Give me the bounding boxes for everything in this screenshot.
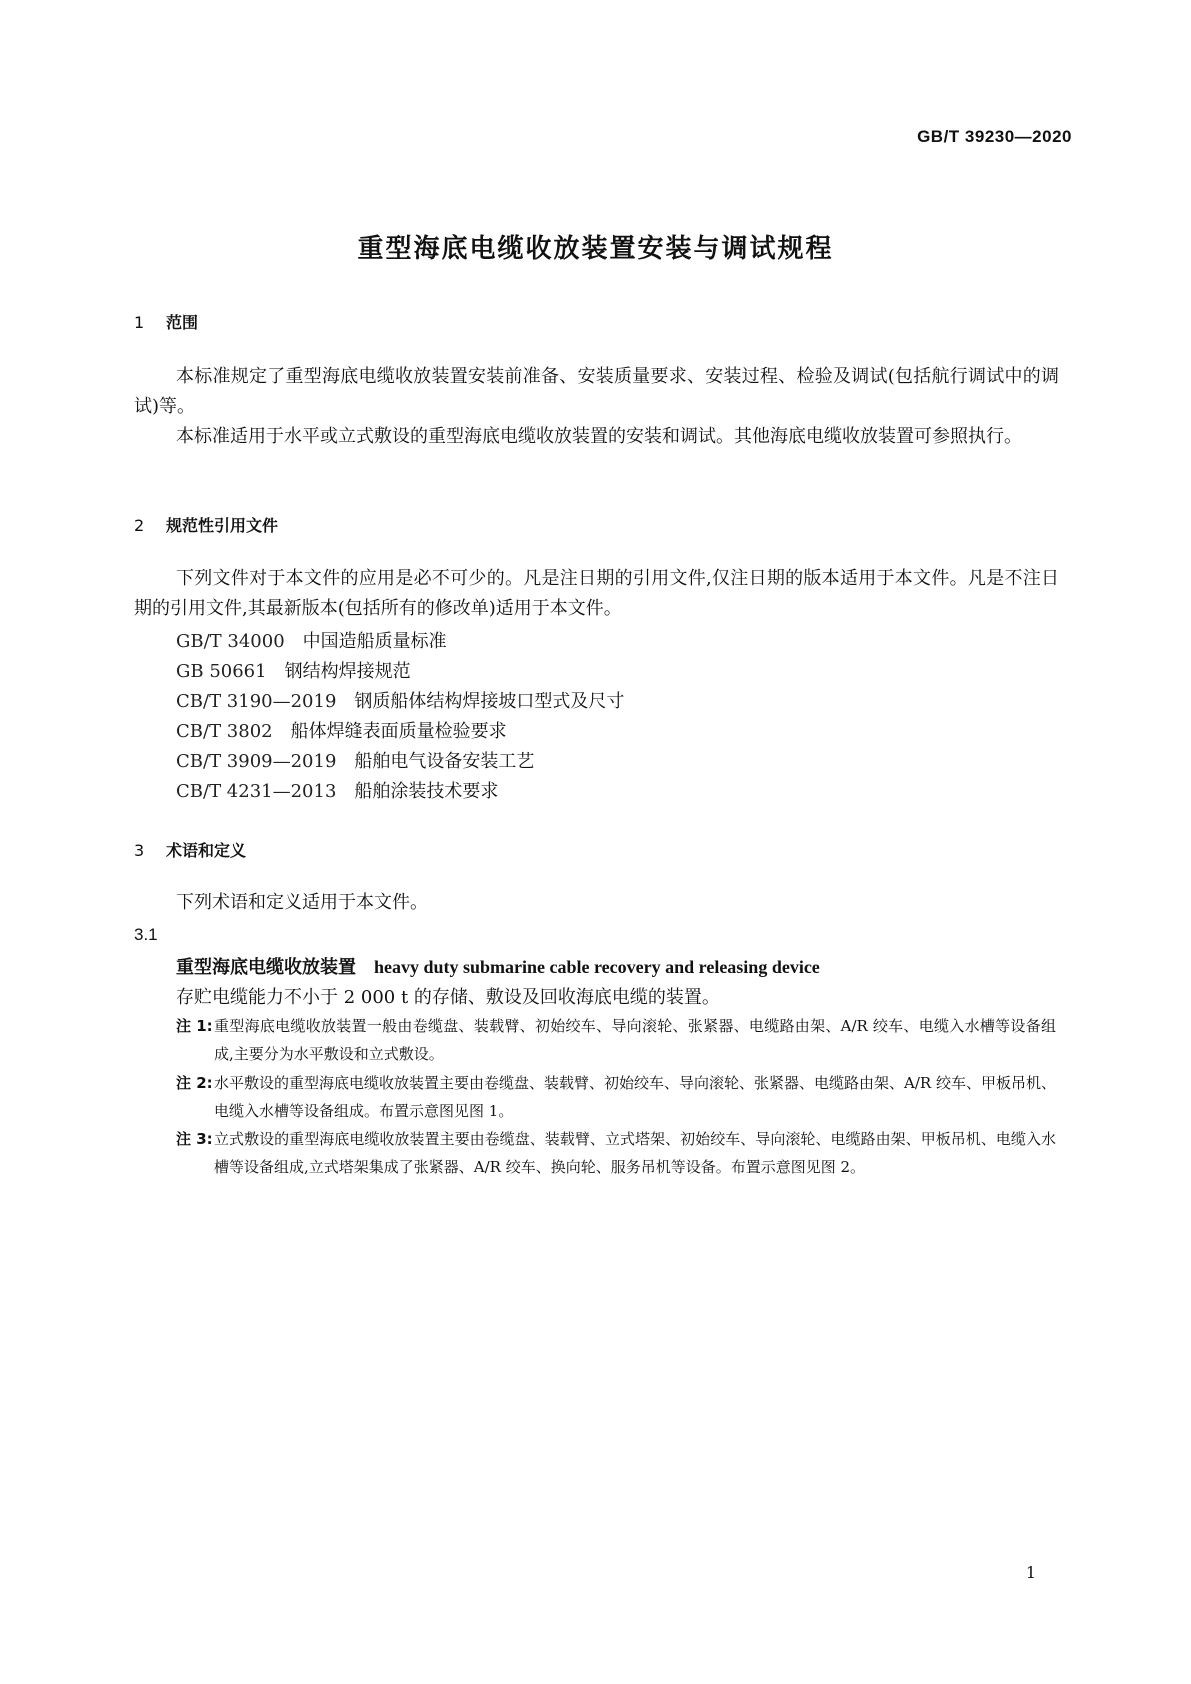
reference-code: GB 50661 [176,661,267,682]
term-english: heavy duty submarine cable recovery and releasing device [374,957,820,977]
section-number: 3 [134,841,145,860]
paragraph: 本标准规定了重型海底电缆收放装置安装前准备、安装质量要求、安装过程、检验及调试(包括航行调试中的调试)等。 [134,366,1059,417]
term-number: 3.1 [134,925,158,944]
reference-code: CB/T 3802 [176,721,273,742]
reference-title: 船舶涂装技术要求 [354,781,499,802]
standard-number: GB/T 39230—2020 [917,127,1072,146]
reference-item [176,777,498,803]
reference-code: CB/T 3909—2019 [176,751,337,772]
note-label: 注 1: [176,1017,213,1035]
term-heading [176,953,820,979]
reference-item [176,687,624,713]
note [176,1125,1056,1181]
paragraph: 下列术语和定义适用于本文件。 [176,892,428,913]
reference-item [176,627,447,653]
section-title: 范围 [166,313,199,332]
reference-item [176,747,534,773]
reference-code: CB/T 3190—2019 [176,691,337,712]
note [176,1069,1056,1125]
reference-item [176,657,411,683]
note-text: 重型海底电缆收放装置一般由卷缆盘、装载臂、初始绞车、导向滚轮、张紧器、电缆路由架、A/R 绞车、电缆入水槽等设备组成,主要分为水平敷设和立式敷设。 [214,1017,1056,1063]
reference-item [176,717,507,743]
section-2-heading [134,513,278,536]
note-label: 注 2: [176,1074,213,1092]
term-chinese: 重型海底电缆收放装置 [176,957,356,978]
paragraph: 下列文件对于本文件的应用是必不可少的。凡是注日期的引用文件,仅注日期的版本适用于本文件。凡是不注日期的引用文件,其最新版本(包括所有的修改单)适用于本文件。 [134,568,1059,619]
paragraph: 本标准适用于水平或立式敷设的重型海底电缆收放装置的安装和调试。其他海底电缆收放装置可参照执行。 [176,426,1022,447]
page-number: 1 [1025,1563,1036,1582]
note [176,1012,1056,1068]
reference-code: GB/T 34000 [176,631,285,652]
reference-title: 钢质船体结构焊接坡口型式及尺寸 [354,691,625,712]
term-definition: 存贮电缆能力不小于 2 000 t 的存储、敷设及回收海底电缆的装置。 [176,987,720,1008]
reference-title: 钢结构焊接规范 [284,661,411,682]
reference-title: 船体焊缝表面质量检验要求 [290,721,507,742]
section-number: 1 [134,313,145,332]
reference-title: 中国造船质量标准 [302,631,447,652]
document-title: 重型海底电缆收放装置安装与调试规程 [357,234,834,264]
section-number: 2 [134,516,145,535]
section-title: 术语和定义 [166,841,247,860]
section-title: 规范性引用文件 [166,516,279,535]
section-3-heading [134,838,246,861]
note-text: 水平敷设的重型海底电缆收放装置主要由卷缆盘、装载臂、初始绞车、导向滚轮、张紧器、电缆路由架、A/R 绞车、甲板吊机、电缆入水槽等设备组成。布置示意图见图 1。 [214,1074,1056,1120]
note-text: 立式敷设的重型海底电缆收放装置主要由卷缆盘、装载臂、立式塔架、初始绞车、导向滚轮、电缆路由架、甲板吊机、电缆入水槽等设备组成,立式塔架集成了张紧器、A/R 绞车、换向轮、服务吊机等设备。布置示意图见图 2。 [214,1130,1056,1176]
note-label: 注 3: [176,1130,213,1148]
section-1-heading [134,310,198,333]
reference-code: CB/T 4231—2013 [176,781,337,802]
reference-title: 船舶电气设备安装工艺 [354,751,535,772]
